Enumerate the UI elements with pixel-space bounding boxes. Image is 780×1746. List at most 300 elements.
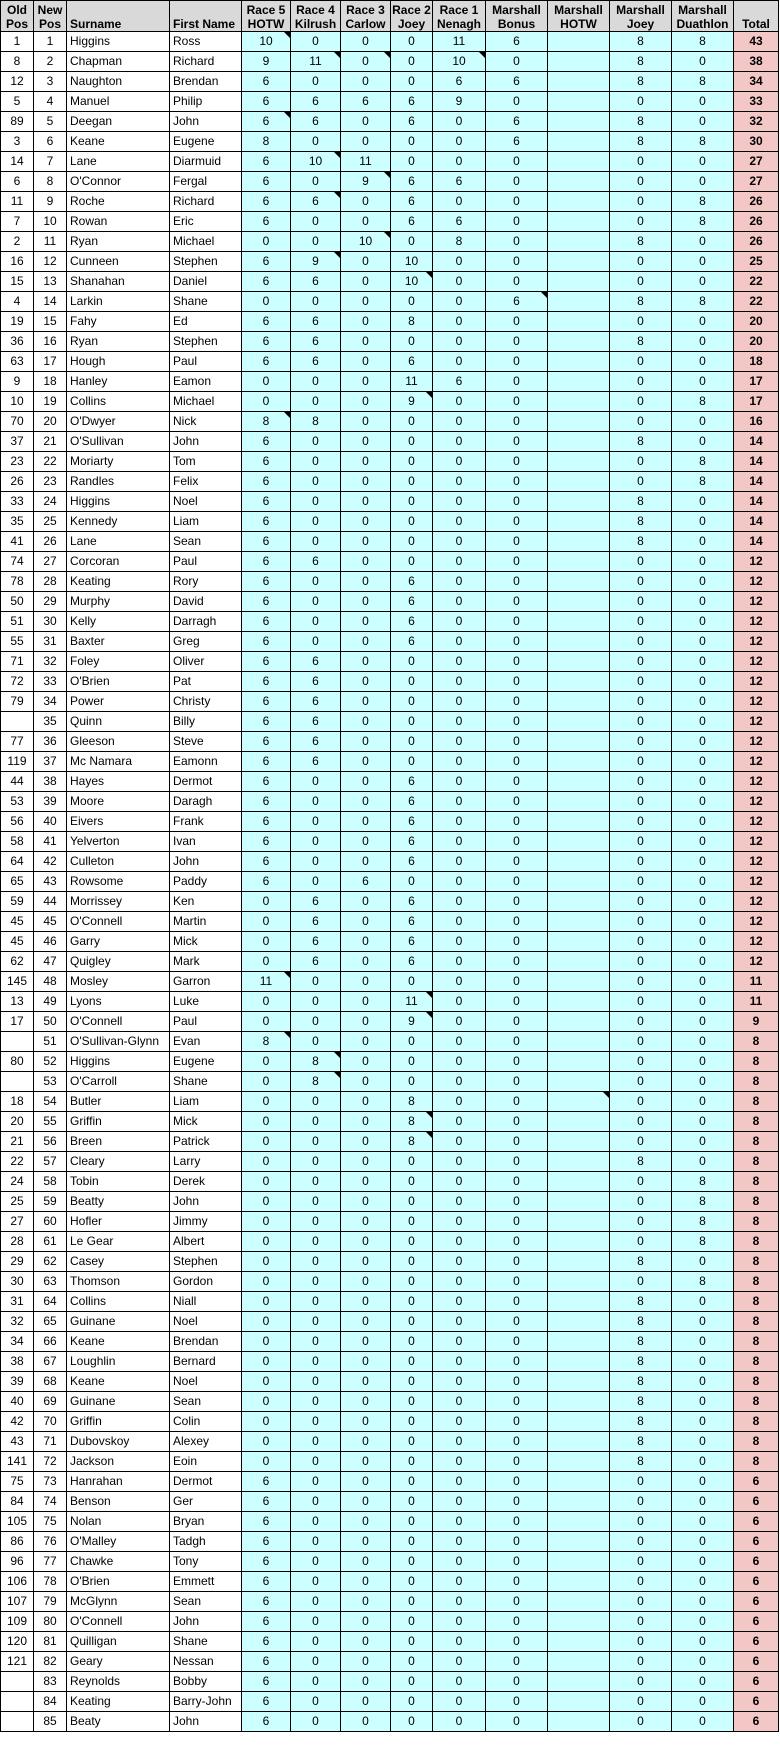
table-row [1,112,779,132]
cell-race3-carlow: 0 [341,972,391,992]
table-row [1,612,779,632]
cell-first-name: Bryan [170,1512,242,1532]
cell-surname: Moore [67,792,170,812]
cell-marshall-duathlon: 0 [672,732,734,752]
cell-marshall-duathlon: 8 [672,472,734,492]
cell-race4-kilrush: 0 [291,972,341,992]
table-row [1,1432,779,1452]
cell-race1-nenagh: 0 [433,432,486,452]
table-row [1,672,779,692]
header-line-2: First Name [173,17,236,31]
cell-race4-kilrush: 0 [291,872,341,892]
cell-marshall-joey: 0 [610,1092,672,1112]
cell-surname: Roche [67,192,170,212]
cell-race2-joey: 0 [391,1392,433,1412]
cell-first-name: Michael [170,392,242,412]
cell-first-name: Niall [170,1292,242,1312]
cell-marshall-joey: 0 [610,392,672,412]
cell-race1-nenagh: 0 [433,772,486,792]
cell-new-pos: 43 [34,872,67,892]
cell-race4-kilrush: 6 [291,712,341,732]
cell-marshall-hotw [548,732,610,752]
cell-old-pos: 71 [1,652,34,672]
cell-surname: Higgins [67,1052,170,1072]
cell-total: 12 [734,772,779,792]
cell-first-name: Noel [170,1372,242,1392]
cell-old-pos: 43 [1,1432,34,1452]
cell-new-pos: 51 [34,1032,67,1052]
cell-marshall-bonus: 0 [486,1072,548,1092]
cell-race5-hotw: 0 [242,1232,291,1252]
cell-marshall-bonus: 0 [486,552,548,572]
cell-marshall-duathlon: 0 [672,552,734,572]
cell-marshall-bonus: 0 [486,1232,548,1252]
cell-race1-nenagh: 0 [433,1372,486,1392]
cell-race4-kilrush: 0 [291,392,341,412]
cell-race3-carlow: 0 [341,1152,391,1172]
cell-total: 12 [734,812,779,832]
cell-marshall-hotw [548,152,610,172]
cell-surname: McGlynn [67,1592,170,1612]
cell-race1-nenagh: 0 [433,1672,486,1692]
cell-new-pos: 34 [34,692,67,712]
cell-marshall-hotw [548,1532,610,1552]
cell-new-pos: 29 [34,592,67,612]
cell-first-name: Ken [170,892,242,912]
cell-marshall-hotw [548,832,610,852]
cell-marshall-bonus: 0 [486,52,548,72]
cell-marshall-joey: 8 [610,1432,672,1452]
cell-race5-hotw: 6 [242,572,291,592]
cell-race2-joey: 6 [391,812,433,832]
cell-race1-nenagh: 0 [433,252,486,272]
cell-first-name: Liam [170,1092,242,1112]
cell-race5-hotw: 6 [242,1532,291,1552]
cell-marshall-hotw [548,332,610,352]
cell-marshall-duathlon: 0 [672,172,734,192]
cell-marshall-bonus: 0 [486,732,548,752]
cell-marshall-duathlon: 0 [672,812,734,832]
cell-total: 8 [734,1152,779,1172]
cell-race3-carlow: 0 [341,732,391,752]
table-row [1,1072,779,1092]
cell-marshall-bonus: 0 [486,232,548,252]
cell-race2-joey: 0 [391,1592,433,1612]
cell-race3-carlow: 0 [341,352,391,372]
cell-race1-nenagh: 0 [433,132,486,152]
cell-race1-nenagh: 0 [433,672,486,692]
cell-marshall-hotw [548,1332,610,1352]
cell-new-pos: 73 [34,1472,67,1492]
cell-marshall-hotw [548,532,610,552]
cell-race5-hotw: 0 [242,1392,291,1412]
cell-race2-joey: 6 [391,892,433,912]
header-line-1: Marshall [554,3,603,17]
cell-surname: O'Brien [67,672,170,692]
cell-first-name: Patrick [170,1132,242,1152]
cell-marshall-bonus: 0 [486,452,548,472]
cell-surname: Keane [67,132,170,152]
cell-surname: Morrissey [67,892,170,912]
table-row [1,732,779,752]
cell-first-name: Stephen [170,1252,242,1272]
cell-race3-carlow: 0 [341,1692,391,1712]
cell-race1-nenagh: 0 [433,1512,486,1532]
cell-total: 6 [734,1472,779,1492]
cell-total: 8 [734,1112,779,1132]
cell-race1-nenagh: 0 [433,852,486,872]
cell-total: 12 [734,932,779,952]
cell-race3-carlow: 0 [341,1252,391,1272]
cell-race1-nenagh: 0 [433,1572,486,1592]
cell-race5-hotw: 0 [242,1072,291,1092]
cell-race3-carlow: 0 [341,552,391,572]
header-line-2: Surname [70,17,122,31]
cell-race1-nenagh: 0 [433,272,486,292]
cell-race3-carlow: 0 [341,252,391,272]
cell-old-pos: 42 [1,1412,34,1432]
table-row [1,792,779,812]
cell-new-pos: 19 [34,392,67,412]
cell-marshall-hotw [548,552,610,572]
cell-surname: Cunneen [67,252,170,272]
header-marshall-bonus [486,1,548,32]
cell-race1-nenagh: 9 [433,92,486,112]
cell-surname: Hough [67,352,170,372]
table-row [1,392,779,412]
cell-first-name: Noel [170,492,242,512]
cell-race4-kilrush: 6 [291,732,341,752]
cell-total: 8 [734,1132,779,1152]
cell-marshall-duathlon: 0 [672,1052,734,1072]
cell-old-pos: 39 [1,1372,34,1392]
cell-first-name: Ross [170,32,242,52]
cell-race2-joey: 0 [391,332,433,352]
cell-marshall-bonus: 6 [486,32,548,52]
cell-marshall-joey: 0 [610,312,672,332]
cell-marshall-joey: 0 [610,192,672,212]
cell-marshall-duathlon: 0 [672,972,734,992]
cell-marshall-bonus: 0 [486,792,548,812]
cell-marshall-duathlon: 0 [672,1652,734,1672]
cell-marshall-bonus: 0 [486,1392,548,1412]
cell-race4-kilrush: 6 [291,332,341,352]
cell-race1-nenagh: 11 [433,32,486,52]
cell-marshall-duathlon: 0 [672,832,734,852]
cell-race5-hotw: 6 [242,1652,291,1672]
cell-surname: Quinn [67,712,170,732]
cell-first-name: Alexey [170,1432,242,1452]
cell-marshall-hotw [548,1432,610,1452]
cell-first-name: John [170,432,242,452]
cell-new-pos: 56 [34,1132,67,1152]
cell-surname: Jackson [67,1452,170,1472]
cell-total: 6 [734,1592,779,1612]
cell-new-pos: 11 [34,232,67,252]
cell-race4-kilrush: 0 [291,1372,341,1392]
cell-marshall-joey: 8 [610,1332,672,1352]
cell-race1-nenagh: 6 [433,72,486,92]
cell-marshall-bonus: 0 [486,272,548,292]
cell-marshall-joey: 0 [610,1492,672,1512]
cell-race2-joey: 0 [391,1032,433,1052]
cell-new-pos: 36 [34,732,67,752]
cell-race2-joey: 6 [391,832,433,852]
cell-marshall-hotw [548,132,610,152]
cell-first-name: Eamon [170,372,242,392]
cell-surname: O'Carroll [67,1072,170,1092]
cell-race3-carlow: 0 [341,512,391,532]
cell-race2-joey: 0 [391,1572,433,1592]
cell-race4-kilrush: 0 [291,1492,341,1512]
cell-total: 6 [734,1492,779,1512]
cell-marshall-hotw [548,1632,610,1652]
cell-race5-hotw: 0 [242,1452,291,1472]
cell-marshall-joey: 0 [610,1672,672,1692]
cell-marshall-hotw [548,992,610,1012]
cell-race4-kilrush: 0 [291,1172,341,1192]
cell-total: 14 [734,532,779,552]
cell-old-pos: 75 [1,1472,34,1492]
cell-race4-kilrush: 0 [291,1472,341,1492]
cell-marshall-hotw [548,212,610,232]
cell-marshall-hotw [548,252,610,272]
cell-race2-joey: 0 [391,432,433,452]
cell-old-pos: 107 [1,1592,34,1612]
table-row [1,1652,779,1672]
cell-marshall-bonus: 0 [486,932,548,952]
cell-old-pos: 58 [1,832,34,852]
cell-old-pos: 33 [1,492,34,512]
cell-new-pos: 62 [34,1252,67,1272]
cell-race5-hotw: 6 [242,172,291,192]
cell-marshall-joey: 8 [610,432,672,452]
cell-old-pos: 1 [1,32,34,52]
table-row [1,1692,779,1712]
table-row [1,412,779,432]
cell-marshall-bonus: 0 [486,152,548,172]
cell-race4-kilrush: 0 [291,1612,341,1632]
cell-race1-nenagh: 8 [433,232,486,252]
cell-marshall-joey: 8 [610,492,672,512]
cell-race2-joey: 0 [391,732,433,752]
cell-marshall-joey: 0 [610,1512,672,1532]
cell-race4-kilrush: 0 [291,1332,341,1352]
cell-marshall-duathlon: 0 [672,1612,734,1632]
cell-race2-joey: 0 [391,1192,433,1212]
header-line-2: Kilrush [294,17,337,31]
cell-surname: Fahy [67,312,170,332]
cell-race2-joey: 0 [391,292,433,312]
cell-race3-carlow: 0 [341,1552,391,1572]
table-row [1,1572,779,1592]
cell-total: 26 [734,192,779,212]
cell-race5-hotw: 6 [242,1632,291,1652]
cell-marshall-joey: 8 [610,132,672,152]
table-row [1,1232,779,1252]
cell-race5-hotw: 6 [242,1552,291,1572]
cell-race3-carlow: 0 [341,1172,391,1192]
cell-new-pos: 78 [34,1572,67,1592]
cell-marshall-joey: 0 [610,1472,672,1492]
cell-new-pos: 80 [34,1612,67,1632]
cell-race5-hotw: 6 [242,1492,291,1512]
cell-first-name: Luke [170,992,242,1012]
cell-race5-hotw: 6 [242,1672,291,1692]
cell-marshall-bonus: 0 [486,1572,548,1592]
cell-new-pos: 23 [34,472,67,492]
cell-old-pos: 34 [1,1332,34,1352]
cell-first-name: Shane [170,292,242,312]
cell-old-pos: 96 [1,1552,34,1572]
cell-marshall-duathlon: 0 [672,892,734,912]
cell-old-pos: 119 [1,752,34,772]
cell-first-name: Paul [170,552,242,572]
cell-marshall-duathlon: 0 [672,1372,734,1392]
cell-first-name: Paul [170,352,242,372]
cell-surname: Griffin [67,1112,170,1132]
cell-race5-hotw: 6 [242,792,291,812]
cell-old-pos: 65 [1,872,34,892]
cell-race4-kilrush: 0 [291,1592,341,1612]
cell-old-pos: 22 [1,1152,34,1172]
cell-marshall-duathlon: 0 [672,1292,734,1312]
cell-marshall-hotw [548,772,610,792]
cell-first-name: Rory [170,572,242,592]
cell-first-name: Dermot [170,1472,242,1492]
cell-marshall-joey: 0 [610,272,672,292]
cell-marshall-joey: 0 [610,1612,672,1632]
cell-marshall-hotw [548,32,610,52]
cell-race5-hotw: 6 [242,112,291,132]
cell-race3-carlow: 0 [341,432,391,452]
cell-race5-hotw: 6 [242,712,291,732]
cell-old-pos: 16 [1,252,34,272]
cell-total: 8 [734,1272,779,1292]
cell-total: 8 [734,1292,779,1312]
cell-total: 12 [734,872,779,892]
cell-old-pos: 62 [1,952,34,972]
header-line-2: HOTW [560,17,597,31]
cell-marshall-bonus: 0 [486,1412,548,1432]
cell-first-name: Daniel [170,272,242,292]
header-line-1: Race 2 [392,3,431,17]
cell-race1-nenagh: 6 [433,172,486,192]
cell-total: 8 [734,1392,779,1412]
cell-new-pos: 48 [34,972,67,992]
cell-race4-kilrush: 0 [291,572,341,592]
cell-new-pos: 70 [34,1412,67,1432]
cell-new-pos: 44 [34,892,67,912]
cell-marshall-joey: 8 [610,1152,672,1172]
cell-marshall-duathlon: 8 [672,392,734,412]
cell-first-name: Jimmy [170,1212,242,1232]
cell-surname: Cleary [67,1152,170,1172]
cell-old-pos: 40 [1,1392,34,1412]
cell-marshall-joey: 8 [610,32,672,52]
cell-marshall-duathlon: 0 [672,1492,734,1512]
cell-marshall-bonus: 0 [486,892,548,912]
cell-total: 12 [734,712,779,732]
cell-marshall-duathlon: 0 [672,1552,734,1572]
cell-new-pos: 12 [34,252,67,272]
table-row [1,1492,779,1512]
cell-total: 14 [734,472,779,492]
cell-surname: Kelly [67,612,170,632]
cell-race2-joey: 6 [391,632,433,652]
cell-race5-hotw: 0 [242,892,291,912]
cell-total: 43 [734,32,779,52]
cell-total: 12 [734,652,779,672]
cell-race2-joey: 0 [391,512,433,532]
cell-old-pos: 38 [1,1352,34,1372]
cell-race3-carlow: 0 [341,1192,391,1212]
cell-race3-carlow: 0 [341,1332,391,1352]
cell-race4-kilrush: 10 [291,152,341,172]
cell-old-pos [1,1032,34,1052]
cell-race4-kilrush: 0 [291,1112,341,1132]
cell-new-pos: 52 [34,1052,67,1072]
cell-race4-kilrush: 0 [291,1452,341,1472]
cell-new-pos: 61 [34,1232,67,1252]
cell-race4-kilrush: 0 [291,1152,341,1172]
cell-race5-hotw: 6 [242,592,291,612]
cell-new-pos: 1 [34,32,67,52]
table-row [1,92,779,112]
cell-old-pos: 17 [1,1012,34,1032]
cell-race2-joey: 0 [391,1052,433,1072]
cell-old-pos: 84 [1,1492,34,1512]
cell-new-pos: 2 [34,52,67,72]
cell-marshall-joey: 0 [610,552,672,572]
cell-first-name: Tom [170,452,242,472]
cell-old-pos: 121 [1,1652,34,1672]
cell-race5-hotw: 11 [242,972,291,992]
header-marshall-joey [610,1,672,32]
cell-new-pos: 63 [34,1272,67,1292]
cell-surname: Keane [67,1372,170,1392]
header-race4-kilrush [291,1,341,32]
cell-race5-hotw: 0 [242,1112,291,1132]
cell-marshall-hotw [548,492,610,512]
cell-race5-hotw: 0 [242,1052,291,1072]
table-row [1,1052,779,1072]
table-row [1,1272,779,1292]
cell-surname: Beaty [67,1712,170,1732]
cell-surname: Beatty [67,1192,170,1212]
cell-marshall-bonus: 0 [486,712,548,732]
cell-surname: Keating [67,572,170,592]
cell-race1-nenagh: 0 [433,1212,486,1232]
cell-marshall-joey: 8 [610,532,672,552]
cell-surname: Lane [67,532,170,552]
cell-old-pos: 80 [1,1052,34,1072]
cell-race3-carlow: 0 [341,812,391,832]
cell-race5-hotw: 6 [242,532,291,552]
cell-marshall-duathlon: 8 [672,452,734,472]
cell-race3-carlow: 0 [341,1132,391,1152]
cell-race2-joey: 0 [391,1712,433,1732]
cell-old-pos: 109 [1,1612,34,1632]
cell-marshall-joey: 0 [610,992,672,1012]
header-surname [67,1,170,32]
cell-new-pos: 5 [34,112,67,132]
cell-marshall-joey: 0 [610,572,672,592]
cell-total: 17 [734,392,779,412]
cell-race2-joey: 0 [391,1272,433,1292]
cell-race2-joey: 6 [391,952,433,972]
cell-race5-hotw: 0 [242,232,291,252]
